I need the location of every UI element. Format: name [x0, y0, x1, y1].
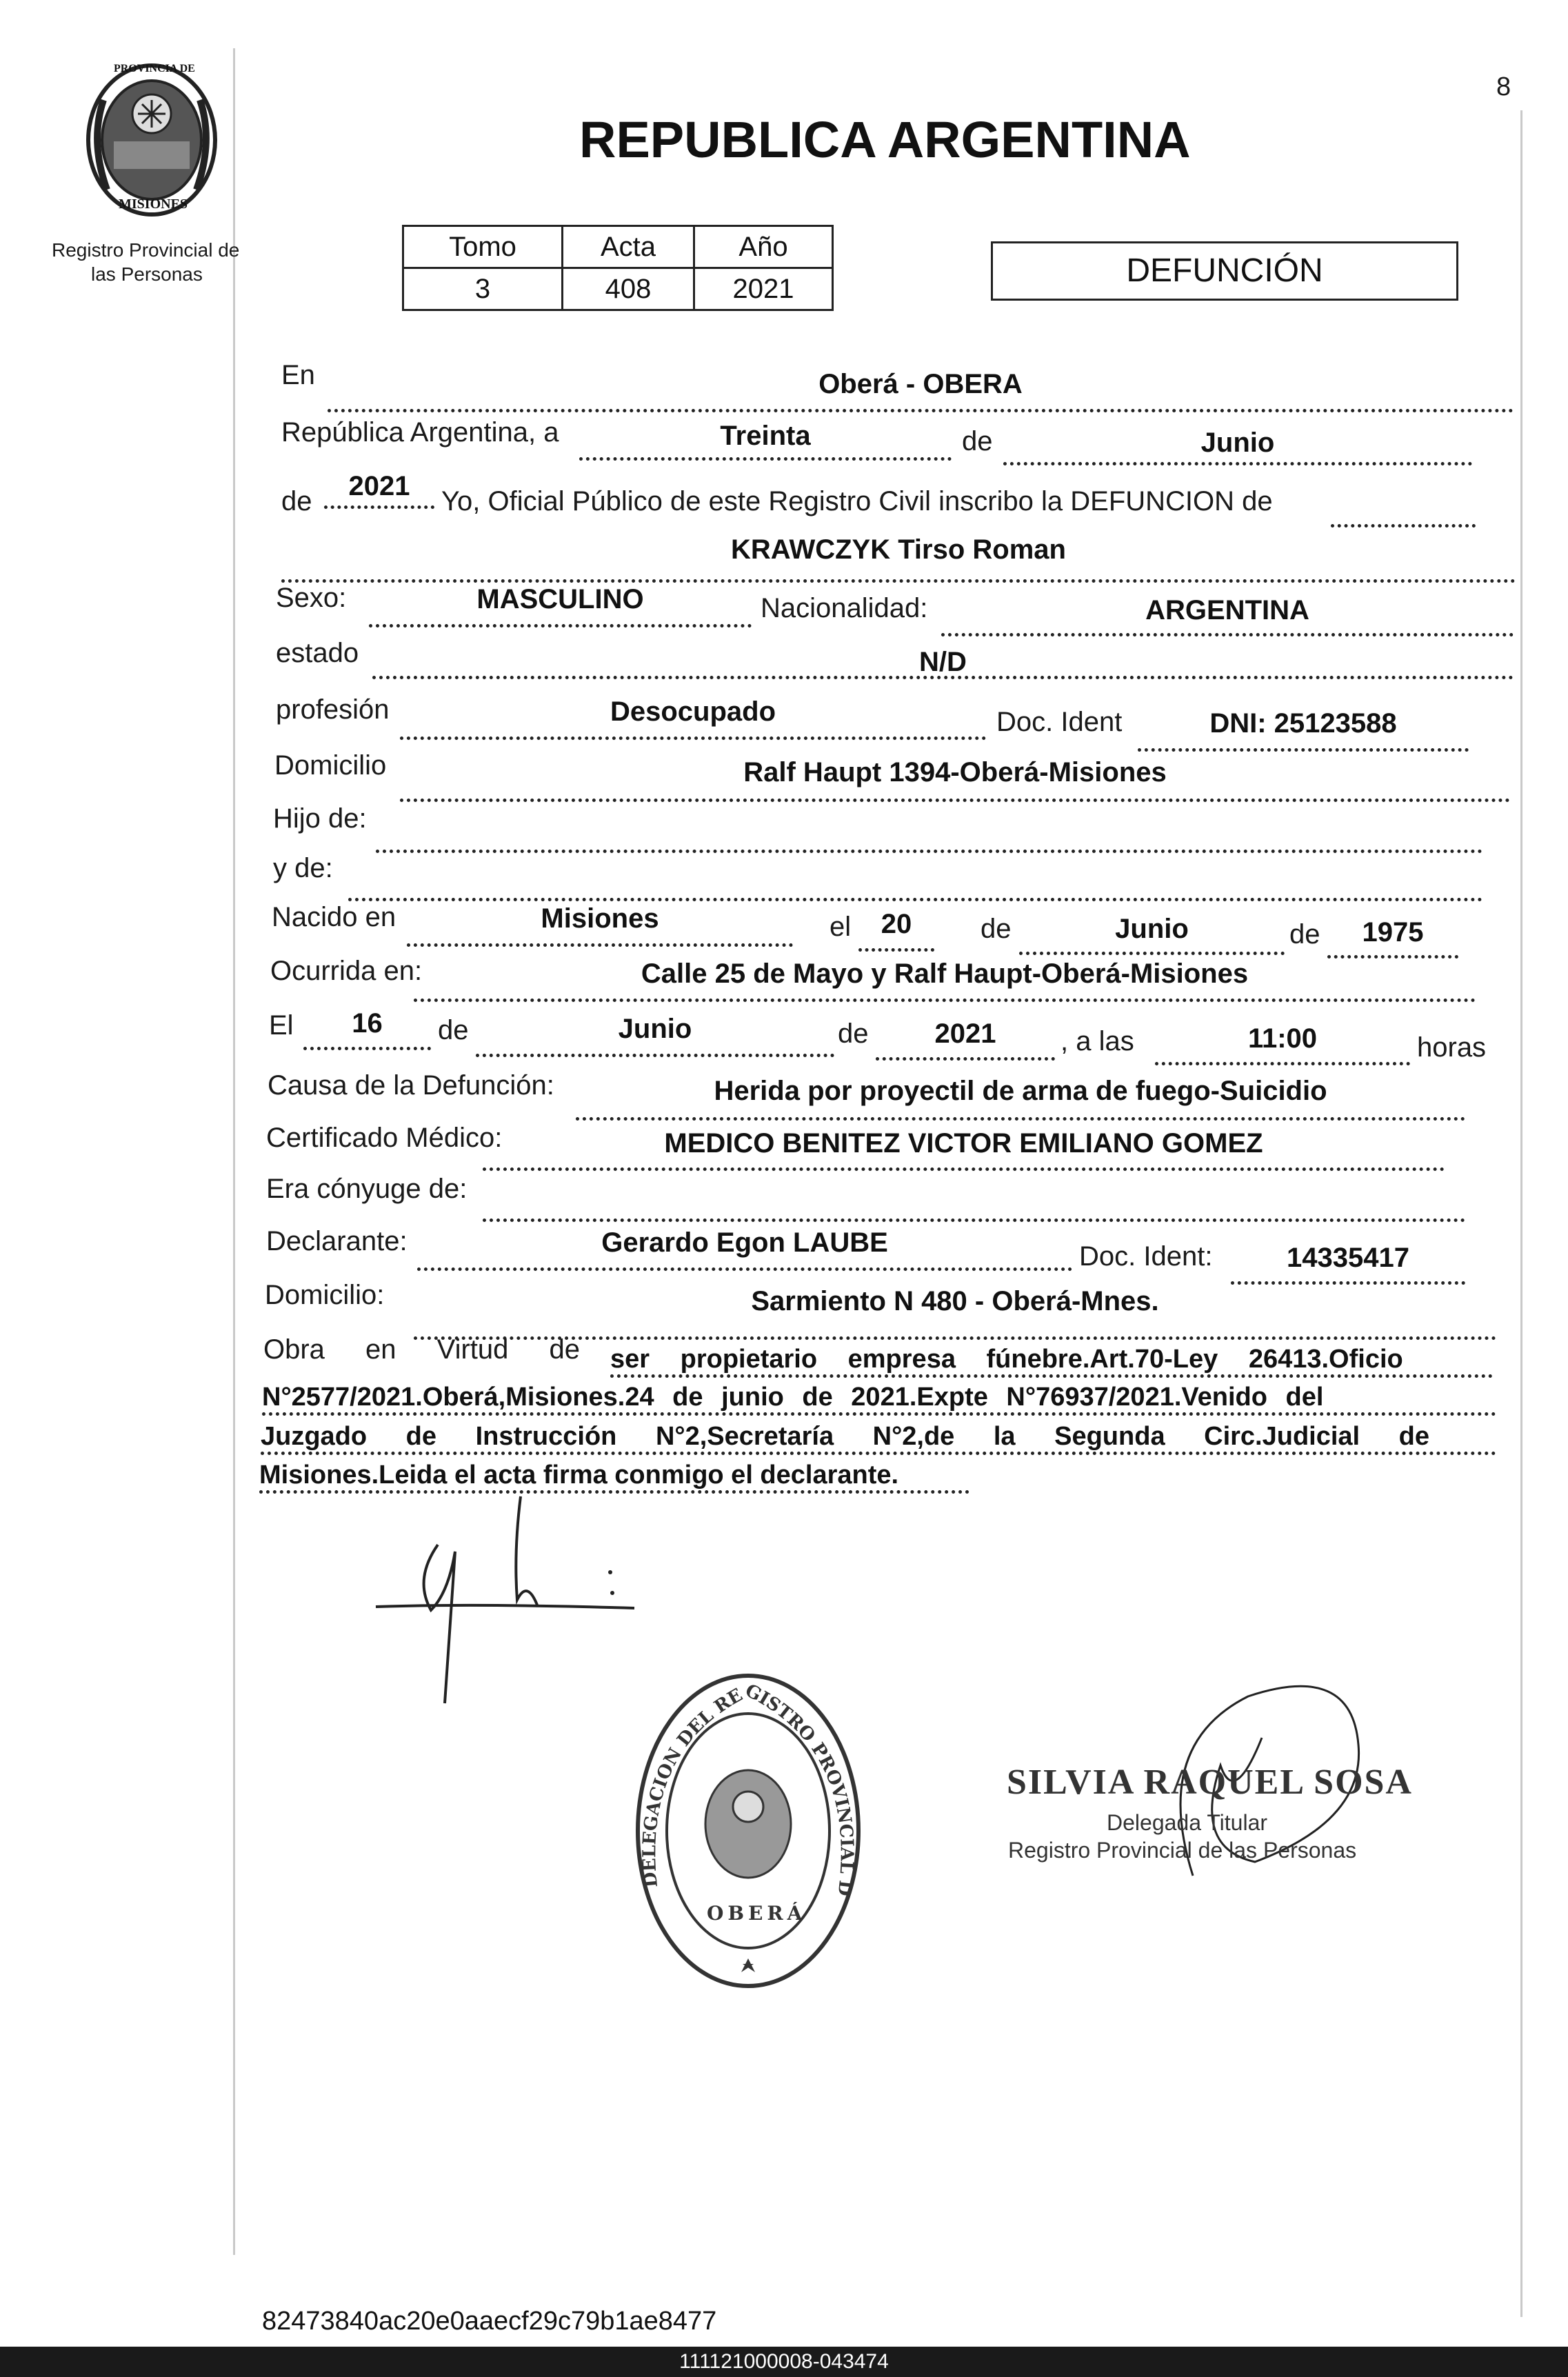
- death-place-value: Calle 25 de Mayo y Ralf Haupt-Oberá-Misiones: [641, 959, 1249, 989]
- certificate-value: MEDICO BENITEZ VICTOR EMILIANO GOMEZ: [664, 1128, 1263, 1159]
- yo-oficial-tail-line: [1331, 524, 1476, 528]
- label-domicilio-declarant: Domicilio:: [265, 1280, 385, 1310]
- label-domicilio: Domicilio: [274, 750, 387, 781]
- declarant-doc-value: 14335417: [1287, 1243, 1409, 1273]
- officer-name: SILVIA RAQUEL SOSA: [1007, 1763, 1413, 1802]
- registry-header-ano: Año: [694, 226, 833, 268]
- spouse-line: [483, 1218, 1465, 1222]
- label-declarante: Declarante:: [266, 1226, 408, 1256]
- declarant-address-value: Sarmiento N 480 - Oberá-Mnes.: [751, 1286, 1159, 1316]
- document-value: DNI: 25123588: [1209, 708, 1397, 739]
- logo-text-top: PROVINCIA DE: [114, 63, 195, 74]
- officer-org: Registro Provincial de las Personas: [1008, 1838, 1357, 1863]
- label-horas: horas: [1417, 1032, 1487, 1063]
- label-de-death-year: de: [838, 1019, 869, 1049]
- nationality-line: [941, 633, 1514, 636]
- label-y-de: y de:: [273, 853, 333, 883]
- document-hash: 82473840ac20e0aaecf29c79b1ae8477: [262, 2307, 717, 2336]
- label-el-cap: El: [269, 1010, 294, 1041]
- label-certificado: Certificado Médico:: [266, 1123, 503, 1153]
- father-line: [376, 850, 1482, 853]
- officer-title: Delegada Titular: [1107, 1810, 1268, 1835]
- official-seal: [631, 1669, 865, 1993]
- label-yo-oficial: Yo, Oficial Público de este Registro Civil inscribo la DEFUNCION de: [441, 486, 1273, 516]
- day-value: Treinta: [720, 421, 811, 451]
- label-de-birth-month: de: [981, 914, 1012, 944]
- death-year-value: 2021: [934, 1019, 996, 1049]
- label-nacionalidad: Nacionalidad:: [761, 593, 928, 623]
- notes-line-1: ser propietario empresa fúnebre.Art.70-Ley 26413.Oficio: [610, 1345, 1493, 1378]
- label-de-death-month: de: [438, 1015, 469, 1045]
- label-en: En: [281, 360, 315, 390]
- cause-value: Herida por proyectil de arma de fuego-Suicidio: [714, 1076, 1327, 1106]
- death-time-line: [1155, 1062, 1410, 1065]
- birth-place-line: [407, 943, 793, 947]
- death-day-line: [303, 1047, 431, 1050]
- month-value: Junio: [1200, 428, 1275, 458]
- notes-prefix: Obra en Virtud de: [263, 1334, 581, 1365]
- birth-place-value: Misiones: [541, 903, 659, 934]
- sex-value: MASCULINO: [476, 584, 644, 614]
- death-month-line: [476, 1054, 834, 1057]
- birth-day-value: 20: [881, 909, 912, 939]
- label-estado: estado: [276, 638, 359, 668]
- death-place-line: [414, 999, 1476, 1002]
- month-line: [1003, 462, 1472, 465]
- death-time-value: 11:00: [1247, 1023, 1318, 1054]
- label-a-las: , a las: [1061, 1026, 1134, 1056]
- page-number: 8: [1496, 72, 1511, 101]
- label-ocurrida-en: Ocurrida en:: [270, 956, 423, 986]
- label-doc-ident-declarant: Doc. Ident:: [1079, 1241, 1213, 1272]
- org-name-line2: las Personas: [91, 263, 203, 285]
- left-margin-line: [233, 48, 235, 2255]
- birth-month-line: [1019, 952, 1285, 955]
- province-logo: [76, 59, 228, 224]
- birth-year-value: 1975: [1362, 917, 1424, 947]
- logo-text-bottom: MISIONES: [119, 197, 188, 212]
- barcode-id: 111121000008-043474: [679, 2350, 889, 2373]
- declarant-line: [417, 1267, 1072, 1271]
- seal-city: OBERÁ: [707, 1902, 807, 1925]
- page-title: REPUBLICA ARGENTINA: [579, 111, 1191, 168]
- nationality-value: ARGENTINA: [1145, 595, 1309, 625]
- label-profesion: profesión: [276, 694, 390, 725]
- death-day-value: 16: [352, 1008, 383, 1039]
- deceased-name-value: KRAWCZYK Tirso Roman: [731, 534, 1066, 565]
- address-line: [400, 799, 1510, 802]
- notes-line-4: Misiones.Leida el acta firma conmigo el declarante.: [259, 1461, 969, 1494]
- place-line: [328, 409, 1514, 412]
- registry-value-ano: 2021: [694, 268, 833, 310]
- label-republica: República Argentina, a: [281, 417, 559, 448]
- day-line: [579, 457, 952, 461]
- registry-value-acta: 408: [563, 268, 694, 310]
- death-month-value: Junio: [618, 1014, 692, 1044]
- registry-header-acta: Acta: [563, 226, 694, 268]
- registry-value-tomo: 3: [403, 268, 563, 310]
- label-hijo-de: Hijo de:: [273, 803, 367, 834]
- label-el: el: [830, 912, 852, 942]
- year-line: [324, 505, 434, 509]
- document-line: [1138, 748, 1469, 752]
- mother-line: [348, 898, 1482, 901]
- registry-table: [402, 225, 834, 311]
- profession-value: Desocupado: [610, 696, 776, 727]
- deceased-name-line: [281, 579, 1516, 583]
- footer-bar: [0, 2347, 1568, 2377]
- label-de-month: de: [962, 426, 993, 457]
- label-nacido-en: Nacido en: [272, 902, 396, 932]
- label-de-birth-year: de: [1289, 919, 1320, 950]
- label-sexo: Sexo:: [276, 583, 347, 613]
- death-year-line: [876, 1057, 1055, 1061]
- year-value: 2021: [348, 471, 410, 501]
- notes-line-2: N°2577/2021.Oberá,Misiones.24 de junio de 2021.Expte N°76937/2021.Venido del: [262, 1383, 1496, 1416]
- sex-line: [369, 624, 752, 628]
- label-de-year: de: [281, 486, 312, 516]
- declarant-value: Gerardo Egon LAUBE: [601, 1227, 888, 1258]
- birth-day-line: [858, 948, 934, 952]
- registry-header-tomo: Tomo: [403, 226, 563, 268]
- cause-line: [576, 1117, 1465, 1121]
- seal-text: DELEGACION DEL REGISTRO PROVINCIAL D: [639, 1680, 857, 1897]
- org-name-line1: Registro Provincial de: [52, 239, 240, 261]
- label-causa: Causa de la Defunción:: [268, 1070, 554, 1101]
- civil-status-value: N/D: [919, 647, 967, 677]
- label-conyuge: Era cónyuge de:: [266, 1174, 468, 1204]
- notes-line-3: Juzgado de Instrucción N°2,Secretaría N°2,de la Segunda Circ.Judicial de: [261, 1422, 1496, 1455]
- right-margin-line: [1520, 110, 1522, 2317]
- place-value: Oberá - OBERA: [818, 369, 1023, 399]
- declarant-doc-line: [1231, 1281, 1465, 1285]
- birth-month-value: Junio: [1115, 914, 1189, 944]
- profession-line: [400, 736, 986, 740]
- label-doc-ident: Doc. Ident: [996, 707, 1123, 737]
- certificate-line: [483, 1167, 1445, 1171]
- address-value: Ralf Haupt 1394-Oberá-Misiones: [743, 757, 1167, 788]
- record-type-box: DEFUNCIÓN: [991, 241, 1458, 301]
- declarant-signature: [372, 1490, 648, 1710]
